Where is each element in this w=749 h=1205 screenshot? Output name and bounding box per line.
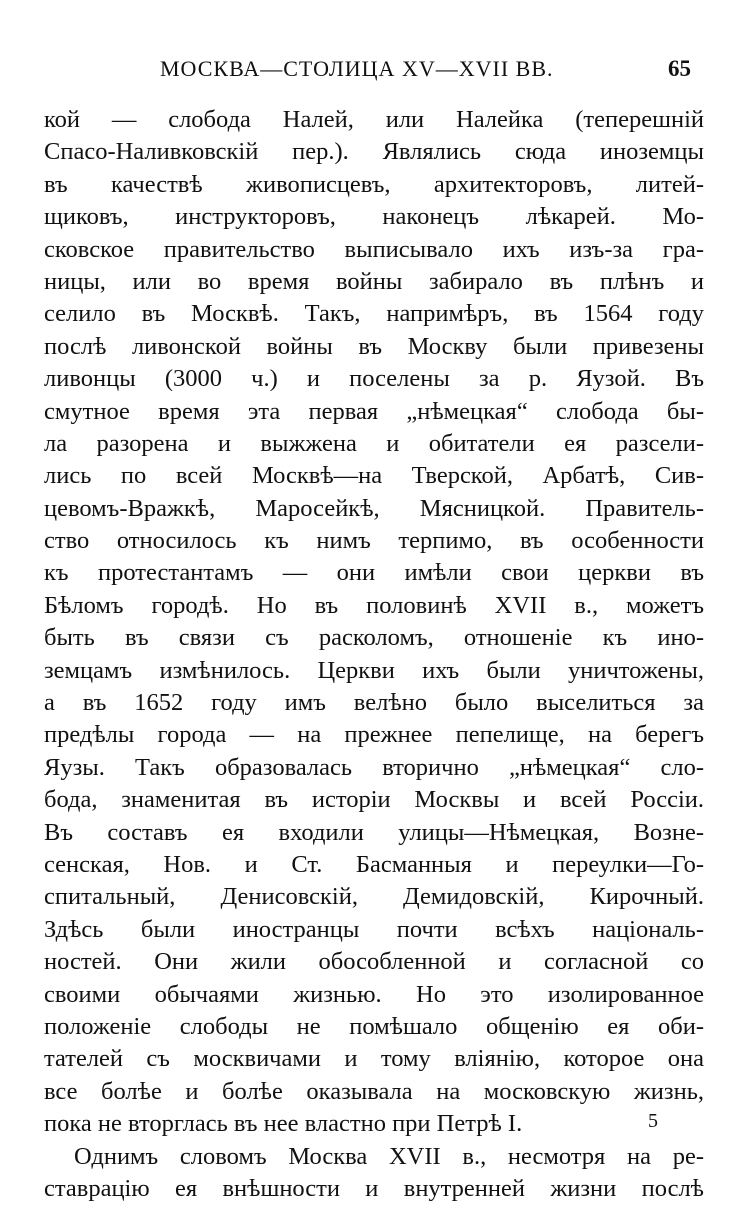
text-line: предѣлы города — на прежнее пепелище, на берегъ [44, 719, 704, 751]
text-line: Въ составъ ея входили улицы—Нѣмецкая, Возне- [44, 817, 704, 849]
text-line: бода, знаменитая въ исторiи Москвы и всей Россiи. [44, 784, 704, 816]
text-line: ливонцы (3000 ч.) и поселены за р. Яузой. Въ [44, 363, 704, 395]
text-line: быть въ связи съ расколомъ, отношенiе къ ино- [44, 622, 704, 654]
running-title: МОСКВА—СТОЛИЦА XV—XVII ВВ. [160, 56, 554, 82]
text-line: Яузы. Такъ образовалась вторично „нѣмецкая“ сло- [44, 752, 704, 784]
text-line: ство относилось къ нимъ терпимо, въ особенности [44, 525, 704, 557]
text-line: пока не вторглась въ нее властно при Петрѣ I. [44, 1108, 704, 1140]
signature-mark: 5 [648, 1110, 658, 1133]
text-line: ставрацiю ея внѣшности и внутренней жизни послѣ [44, 1173, 704, 1205]
paragraph [44, 1141, 704, 1205]
paragraph [44, 104, 704, 1141]
text-line: сенская, Нов. и Ст. Басманныя и переулки—Го- [44, 849, 704, 881]
text-line: все болѣе и болѣе оказывала на московскую жизнь, [44, 1076, 704, 1108]
page-number: 65 [668, 56, 691, 82]
text-line: послѣ ливонской войны въ Москву были привезены [44, 331, 704, 363]
text-line: къ протестантамъ — они имѣли свои церкви въ [44, 557, 704, 589]
text-line: лись по всей Москвѣ—на Тверской, Арбатѣ, Сив- [44, 460, 704, 492]
text-line: Спасо-Наливковскiй пер.). Являлись сюда иноземцы [44, 136, 704, 168]
text-line: щиковъ, инструкторовъ, наконецъ лѣкарей. Мо- [44, 201, 704, 233]
text-line: тателей съ москвичами и тому влiянiю, которое она [44, 1043, 704, 1075]
text-line: спитальный, Денисовскiй, Демидовскiй, Кирочный. [44, 881, 704, 913]
text-line: смутное время эта первая „нѣмецкая“ слобода бы- [44, 396, 704, 428]
text-line: Здѣсь были иностранцы почти всѣхъ нацiональ- [44, 914, 704, 946]
text-line: Бѣломъ городѣ. Но въ половинѣ XVII в., можетъ [44, 590, 704, 622]
text-line: земцамъ измѣнилось. Церкви ихъ были уничтожены, [44, 655, 704, 687]
text-line: сковское правительство выписывало ихъ изъ-за гра- [44, 234, 704, 266]
text-line: цевомъ-Вражкѣ, Маросейкѣ, Мясницкой. Правитель- [44, 493, 704, 525]
text-line: селило въ Москвѣ. Такъ, напримѣръ, въ 1564 году [44, 298, 704, 330]
text-line: кой — слобода Налей, или Налейка (теперешнiй [44, 104, 704, 136]
text-line: въ качествѣ живописцевъ, архитекторовъ, литей- [44, 169, 704, 201]
text-line: положенiе слободы не помѣшало общенiю ея оби- [44, 1011, 704, 1043]
body-text [44, 104, 704, 1205]
text-line: ностей. Они жили обособленной и согласной со [44, 946, 704, 978]
text-line: Однимъ словомъ Москва XVII в., несмотря на ре- [44, 1141, 704, 1173]
text-line: ла разорена и выжжена и обитатели ея разсели- [44, 428, 704, 460]
text-line: ницы, или во время войны забирало въ плѣнъ и [44, 266, 704, 298]
text-line: а въ 1652 году имъ велѣно было выселиться за [44, 687, 704, 719]
text-line: своими обычаями жизнью. Но это изолированное [44, 979, 704, 1011]
